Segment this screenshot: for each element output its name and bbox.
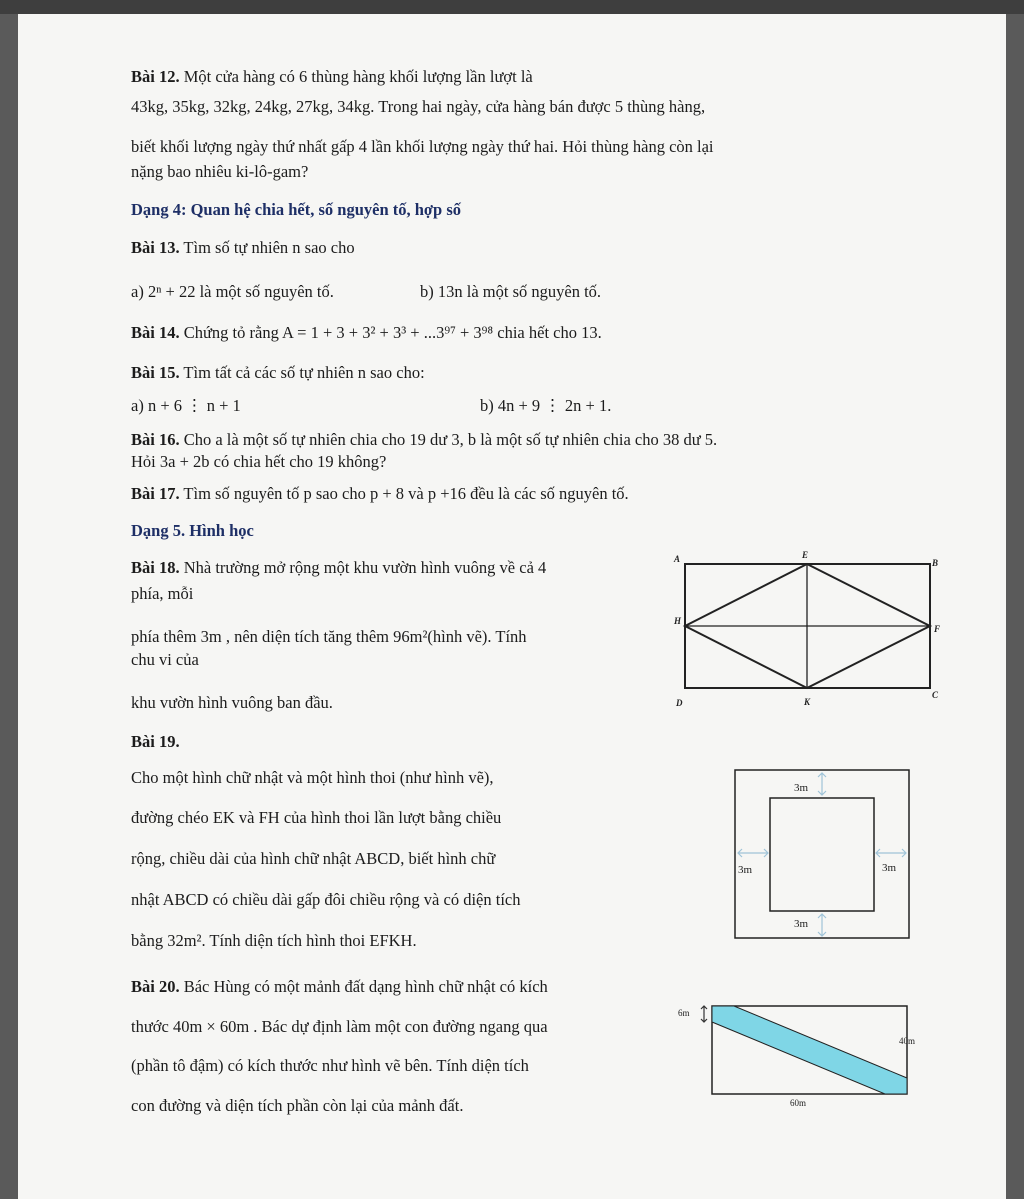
top-arrow-icon <box>818 773 826 795</box>
bai17-label: Bài 17. <box>131 484 180 503</box>
bottom-arrow-icon <box>818 914 826 936</box>
bai18-line1 <box>131 558 546 578</box>
point-b-label: B <box>932 558 939 568</box>
bai12-line3: biết khối lượng ngày thứ nhất gấp 4 lần khối lượng ngày thứ hai. Hỏi thùng hàng còn lại <box>131 137 714 156</box>
bai18-line3: phía thêm 3m , nên diện tích tăng thêm 96m²(hình vẽ). Tính <box>131 627 527 646</box>
point-d-label: D <box>676 698 683 708</box>
point-f-label: F <box>934 624 941 634</box>
point-h-label: H <box>674 616 682 626</box>
bai14-line <box>131 323 602 343</box>
bai17-line <box>131 484 629 504</box>
bai14-label: Bài 14. <box>131 323 180 342</box>
section-heading-dang4: Dạng 4: Quan hệ chia hết, số nguyên tố, hợp số <box>131 200 462 219</box>
bai12-line1 <box>131 67 533 87</box>
bai13-b: b) 13n là một số nguyên tố. <box>420 282 602 301</box>
bai19-label: Bài 19. <box>131 732 180 751</box>
top-bar <box>0 0 1024 14</box>
bai16-line1 <box>131 430 717 450</box>
bai15-line <box>131 363 425 383</box>
bai15-b: b) 4n + 9 ⋮ 2n + 1. <box>480 396 612 415</box>
section-heading-dang5: Dạng 5. Hình học <box>131 521 254 540</box>
bai12-line2: 43kg, 35kg, 32kg, 24kg, 27kg, 34kg. Trong hai ngày, cửa hàng bán được 5 thùng hàng, <box>131 97 706 116</box>
bai15-a: a) n + 6 ⋮ n + 1 <box>131 396 241 415</box>
bai18-label: Bài 18. <box>131 558 180 577</box>
bai12-text1: Một cửa hàng có 6 thùng hàng khối lượng lần lượt là <box>183 67 533 86</box>
bai12-label: Bài 12. <box>131 67 180 86</box>
bai18-line2: phía, mỗi <box>131 584 194 603</box>
point-k-label: K <box>804 697 811 707</box>
left-arrow-icon <box>738 849 768 857</box>
bai18-line4: chu vi của <box>131 650 199 669</box>
bai19-line5: bằng 32m². Tính diện tích hình thoi EFKH. <box>131 931 417 950</box>
bai19-line4: nhật ABCD có chiều dài gấp đôi chiều rộng và có diện tích <box>131 890 521 909</box>
road-band <box>712 1006 907 1094</box>
bai13-a: a) 2ⁿ + 22 là một số nguyên tố. <box>131 282 334 301</box>
bai15-label: Bài 15. <box>131 363 180 382</box>
bai19-line1: Cho một hình chữ nhật và một hình thoi (như hình vẽ), <box>131 768 494 787</box>
bai20-line4: con đường và diện tích phần còn lại của mảnh đất. <box>131 1096 464 1115</box>
bai20-text1: Bác Hùng có một mảnh đất dạng hình chữ nhật có kích <box>183 977 548 996</box>
bai16-label: Bài 16. <box>131 430 180 449</box>
bai20-label: Bài 20. <box>131 977 180 996</box>
bai13-text: Tìm số tự nhiên n sao cho <box>183 238 355 257</box>
right-label: 3m <box>882 862 897 874</box>
road-figure <box>670 1000 940 1110</box>
road-width-label: 6m <box>678 1008 690 1018</box>
right-arrow-icon <box>876 849 906 857</box>
bai16-line2: Hỏi 3a + 2b có chia hết cho 19 không? <box>131 452 387 471</box>
bai20-line3: (phần tô đậm) có kích thước như hình vẽ bên. Tính diện tích <box>131 1056 529 1075</box>
bottom-label: 3m <box>794 918 809 930</box>
rhombus-figure <box>670 548 950 708</box>
height-label: 40m <box>899 1036 916 1046</box>
bai14-text: Chứng tỏ rằng A = 1 + 3 + 3² + 3³ + ...3⁹⁷ + 3⁹⁸ chia hết cho 13. <box>183 323 602 342</box>
left-label: 3m <box>738 864 753 876</box>
square-figure <box>730 765 915 943</box>
point-e-label: E <box>802 550 809 560</box>
bai18-text1: Nhà trường mở rộng một khu vườn hình vuông về cả 4 <box>183 558 547 577</box>
bai20-line2: thước 40m × 60m . Bác dự định làm một con đường ngang qua <box>131 1017 548 1036</box>
bai19-line2: đường chéo EK và FH của hình thoi lần lượt bằng chiều <box>131 808 502 827</box>
width-label: 60m <box>790 1098 807 1108</box>
bai18-line5: khu vườn hình vuông ban đầu. <box>131 693 333 712</box>
point-c-label: C <box>932 690 939 700</box>
point-a-label: A <box>674 554 681 564</box>
bai20-line1 <box>131 977 548 997</box>
bai19-line3: rộng, chiều dài của hình chữ nhật ABCD, biết hình chữ <box>131 849 496 868</box>
road-width-arrow-icon <box>701 1006 707 1022</box>
inner-square <box>770 798 874 911</box>
bai17-text: Tìm số nguyên tố p sao cho p + 8 và p +16 đều là các số nguyên tố. <box>183 484 629 503</box>
bai12-line4: nặng bao nhiêu ki-lô-gam? <box>131 162 309 181</box>
bai13-label: Bài 13. <box>131 238 180 257</box>
bai15-text: Tìm tất cả các số tự nhiên n sao cho: <box>183 363 425 382</box>
bai13-line <box>131 238 355 258</box>
top-label: 3m <box>794 782 809 794</box>
bai16-text1: Cho a là một số tự nhiên chia cho 19 dư 3, b là một số tự nhiên chia cho 38 dư 5. <box>183 430 718 449</box>
